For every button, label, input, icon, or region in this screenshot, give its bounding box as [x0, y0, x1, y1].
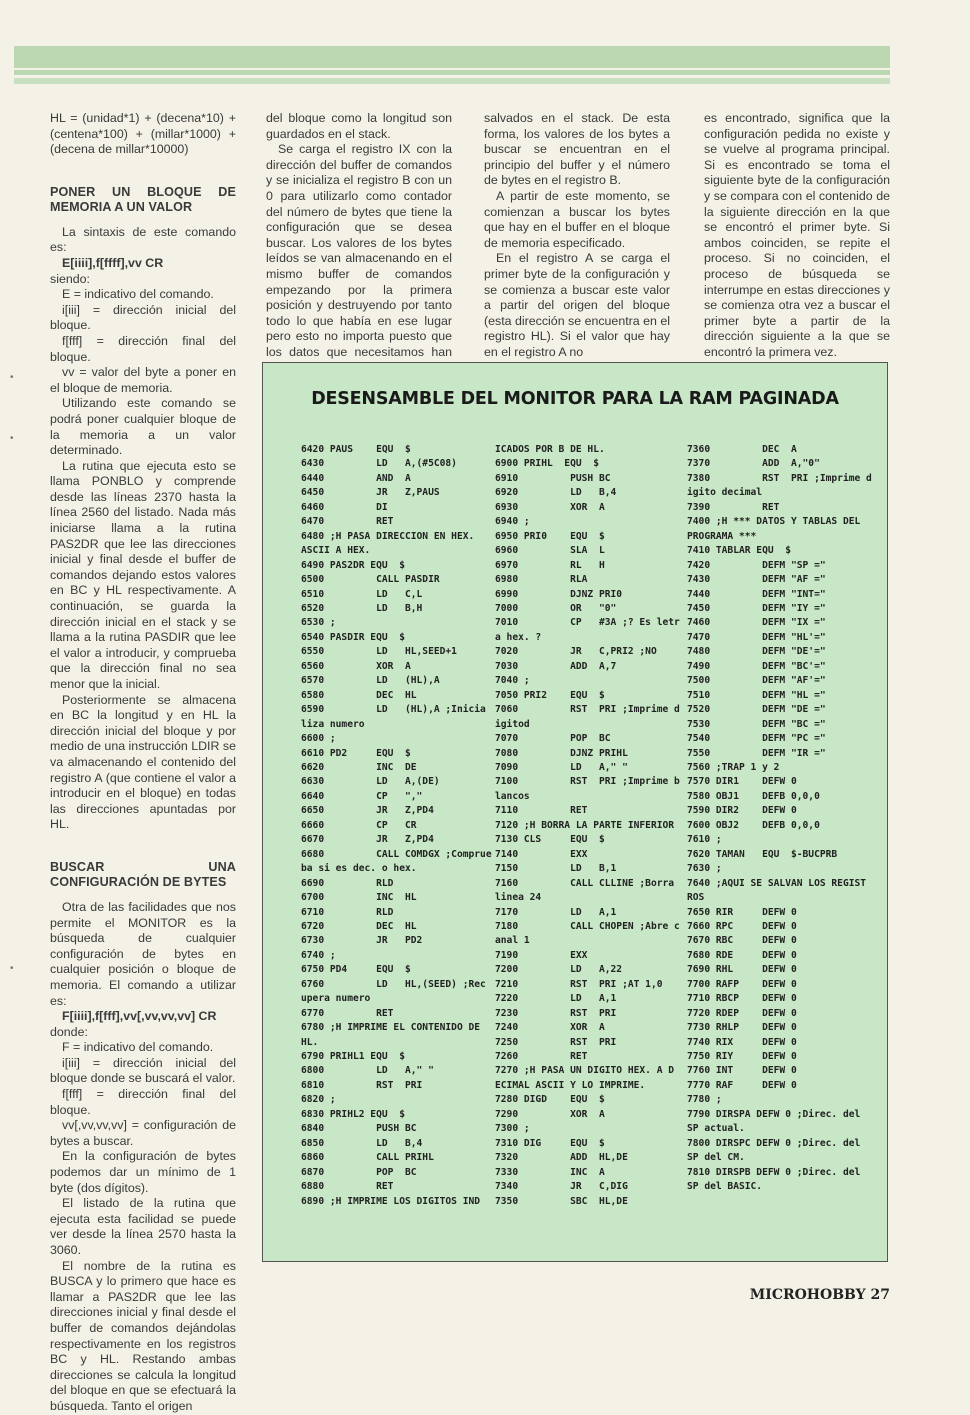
code-line: 7540 DEFM "PC ="	[687, 733, 826, 745]
code-line: 7700 RAFP DEFW 0	[687, 978, 797, 990]
paragraph: En el registro A se carga el primer byte de la configuración y se comienza a buscar este valor a partir del origen del bloque (esta dirección se encuentra en el registro HL). Si el valor que hay en el registro A no	[484, 251, 670, 359]
code-line: 6450 JR Z,PAUS	[301, 487, 440, 499]
code-line: 7420 DEFM "SP ="	[687, 559, 826, 571]
code-line: ba si es dec. o hex.	[301, 863, 417, 875]
code-line: 6680 CALL COMDGX ;Comprue	[301, 848, 492, 860]
code-line: 7350 SBC HL,DE	[495, 1195, 628, 1207]
code-line: 7180 CALL CHOPEN ;Abre c	[495, 920, 680, 932]
code-line: ECIMAL ASCII Y LO IMPRIME.	[495, 1079, 646, 1091]
code-line: 7410 TABLAR EQU $	[687, 545, 791, 557]
code-line: 7450 DEFM "IY ="	[687, 602, 826, 614]
code-line: 7050 PRI2 EQU $	[495, 689, 605, 701]
listing-title: DESENSAMBLE DEL MONITOR PARA LA RAM PAGINADA	[311, 389, 839, 409]
code-line: 6500 CALL PASDIR	[301, 574, 440, 586]
text-column-4	[704, 111, 890, 361]
code-line: ROS	[687, 892, 705, 904]
code-line: 7610 ;	[687, 834, 722, 846]
paragraph: En la configuración de bytes podemos dar un mínimo de 1 byte (dos dígitos).	[50, 1149, 236, 1195]
code-line: 7740 RIX DEFW 0	[687, 1036, 797, 1048]
code-line: 7600 OBJ2 DEFB 0,0,0	[687, 819, 820, 831]
code-line: 7280 DIGD EQU $	[495, 1094, 605, 1106]
paragraph: A partir de este momento, se comienzan a buscar los bytes que hay en el buffer en el bloque de memoria especificado.	[484, 188, 670, 250]
code-line: 7790 DIRSPA DEFW 0 ;Direc. del	[687, 1108, 861, 1120]
code-line: 6620 INC DE	[301, 761, 417, 773]
code-line: lancos	[495, 790, 530, 802]
code-line: 7490 DEFM "BC'="	[687, 660, 826, 672]
code-line: 7460 DEFM "IX ="	[687, 617, 826, 629]
code-line: 7660 RPC DEFW 0	[687, 920, 797, 932]
page-number: 27	[870, 1287, 890, 1303]
code-line: 6650 JR Z,PD4	[301, 805, 434, 817]
code-line: 7260 RET	[495, 1051, 588, 1063]
code-line: 7730 RHLP DEFW 0	[687, 1022, 797, 1034]
code-line: 7290 XOR A	[495, 1108, 605, 1120]
code-line: 7080 DJNZ PRIHL	[495, 747, 628, 759]
code-line: 6580 DEC HL	[301, 689, 417, 701]
code-line: 6560 XOR A	[301, 660, 411, 672]
code-line: 6750 PD4 EQU $	[301, 964, 411, 976]
code-line: 6670 JR Z,PD4	[301, 834, 434, 846]
code-line: 7640 ;AQUI SE SALVAN LOS REGIST	[687, 877, 867, 889]
code-line: 7360 DEC A	[687, 444, 797, 455]
code-line: 7310 DIG EQU $	[495, 1137, 605, 1149]
paragraph: Se carga el registro IX con la dirección del buffer de comandos y se inicializa el registro B con un 0 para utilizarlo como contador del número de bytes que tiene la configuración que se desea buscar. Los valores de los bytes leídos se van almacenando en el mismo buffer de comandos empezando por la primera posición y destruyendo por tanto todo lo que había en ese lugar pero esto no importa puesto que los datos que necesitamos han	[266, 142, 452, 359]
code-line: 6910 PUSH BC	[495, 472, 611, 484]
code-line: 6470 RET	[301, 516, 394, 528]
code-listing-box	[262, 362, 888, 1262]
code-line: 7520 DEFM "DE ="	[687, 704, 826, 716]
code-line: 7690 RHL DEFW 0	[687, 964, 797, 976]
code-line: 6690 RLD	[301, 877, 394, 889]
text-column-2	[266, 111, 452, 376]
code-line: 7770 RAF DEFW 0	[687, 1079, 797, 1091]
code-line: 6940 ;	[495, 516, 530, 528]
paragraph: es encontrado, significa que la configuración pedida no existe y se vuelve al programa principal. Si es encontrado se toma el siguiente byte de la configuración y se compara con el contenido de la siguiente dirección en la que se encontró el primer byte. Si ambos coinciden, se repite el proceso. Si no coinciden, el proceso de búsqueda se interrumpe en estas direcciones y se comienza otra vez a buscar el primer byte a partir de la dirección siguiente a la que se encontró la primera vez.	[704, 111, 890, 359]
code-line: 6850 LD B,4	[301, 1137, 423, 1149]
code-line: 7070 POP BC	[495, 733, 611, 745]
code-line: 6590 LD (HL),A ;Inicia	[301, 704, 486, 716]
definition-item: f[fff] = dirección final del bloque.	[50, 333, 236, 364]
code-line: 7000 OR "0"	[495, 602, 617, 614]
code-line: 6890 ;H IMPRIME LOS DIGITOS IND	[301, 1195, 481, 1207]
code-line: 6720 DEC HL	[301, 920, 417, 932]
code-line: 7110 RET	[495, 805, 588, 817]
code-line: 7240 XOR A	[495, 1022, 605, 1034]
code-line: 7220 LD A,1	[495, 993, 617, 1005]
code-line: 6950 PRI0 EQU $	[495, 530, 605, 542]
code-line: igito decimal	[687, 487, 763, 499]
listing-column-3	[687, 443, 872, 1195]
code-line: 6860 CALL PRIHL	[301, 1152, 434, 1164]
code-line: 7320 ADD HL,DE	[495, 1152, 628, 1164]
code-line: 6490 PAS2DR EQU $	[301, 559, 405, 571]
code-line: 7800 DIRSPC DEFW 0 ;Direc. del	[687, 1137, 861, 1149]
code-line: SP del BASIC.	[687, 1181, 763, 1193]
code-line: 6630 LD A,(DE)	[301, 776, 440, 788]
code-line: 6510 LD C,L	[301, 588, 423, 600]
code-line: 7430 DEFM "AF ="	[687, 574, 826, 586]
code-line: a hex. ?	[495, 631, 542, 643]
definition-item: vv = valor del byte a poner en el bloque de memoria.	[50, 365, 236, 395]
code-line: 6880 RET	[301, 1181, 394, 1193]
code-line: 6840 PUSH BC	[301, 1123, 417, 1135]
code-line: 6900 PRIHL EQU $	[495, 458, 599, 470]
code-line: 7250 RST PRI	[495, 1036, 617, 1048]
section-heading: PONER UN BLOQUE DE MEMORIA A UN VALOR	[50, 184, 236, 214]
paragraph: salvados en el stack. De esta forma, los valores de los bytes a buscar se encuentran en el principio del buffer y el número de bytes en el registro B.	[484, 111, 670, 188]
code-line: 7270 ;H PASA UN DIGITO HEX. A D	[495, 1065, 675, 1077]
code-line: 7720 RDEP DEFW 0	[687, 1007, 797, 1019]
code-line: 6550 LD HL,SEED+1	[301, 646, 457, 658]
code-line: 7650 RIR DEFW 0	[687, 906, 797, 918]
code-line: 6930 XOR A	[495, 501, 605, 513]
listing-column-1	[301, 443, 492, 1209]
paragraph: siendo:	[50, 271, 90, 286]
code-line: SP actual.	[687, 1123, 745, 1135]
code-line: HL.	[301, 1036, 319, 1048]
code-line: 7390 RET	[687, 501, 780, 513]
code-line: 6700 INC HL	[301, 892, 417, 904]
page-footer	[750, 1287, 890, 1303]
code-line: 7750 RIY DEFW 0	[687, 1051, 797, 1063]
code-line: 7530 DEFM "BC ="	[687, 718, 826, 730]
paragraph: La rutina que ejecuta esto se llama PONBLO y comprende desde las líneas 2370 hasta la línea 2560 del listado. Nada más iniciarse llama a la rutina PAS2DR que lee las direcciones inicial y final desde el buffer de comandos dejando estos valores en BC y HL respectivamente. A continuación, se guarda la dirección inicial en el stack y se llama a la rutina PASDIR que lee el valor a introducir, y comprueba que la dirección final no sea menor que la inicial.	[50, 458, 236, 691]
code-line: 7140 EXX	[495, 848, 588, 860]
paragraph: Posteriormente se almacena en BC la longitud y en HL la dirección inicial del bloque y por medio de una instrucción LDIR se va almacenando el contenido del registro A (que contiene el valor a introducir en el bloque) en todas las direcciones apuntadas por HL.	[50, 692, 236, 832]
section-heading: BUSCAR UNA CONFIGURACIÓN DE BYTES	[50, 859, 236, 889]
code-line: 6610 PD2 EQU $	[301, 747, 411, 759]
code-line: 7380 RST PRI ;Imprime d	[687, 472, 872, 484]
code-line: 7780 ;	[687, 1094, 722, 1106]
definition-item: F = indicativo del comando.	[62, 1040, 214, 1055]
code-line: 7400 ;H *** DATOS Y TABLAS DEL	[687, 516, 861, 528]
code-line: 6600 ;	[301, 733, 336, 745]
code-line: ASCII A HEX.	[301, 545, 371, 557]
command-syntax: F[iiii],f[fff],vv[,vv,vv,vv] CR	[62, 1009, 217, 1024]
code-line: 6740 ;	[301, 949, 336, 961]
code-line: 6800 LD A," "	[301, 1065, 434, 1077]
code-line: 7680 RDE DEFW 0	[687, 949, 797, 961]
text-column-3	[484, 111, 670, 361]
code-line: 7100 RST PRI ;Imprime b	[495, 776, 680, 788]
code-line: SP del CM.	[687, 1152, 745, 1164]
code-line: 7590 DIR2 DEFW 0	[687, 805, 797, 817]
code-line: 6990 DJNZ PRI0	[495, 588, 623, 600]
code-line: upera numero	[301, 993, 371, 1005]
code-line: igitod	[495, 718, 530, 730]
code-line: PROGRAMA ***	[687, 530, 757, 542]
paragraph: Utilizando este comando se podrá poner cualquier bloque de la memoria a un valor determinado.	[50, 396, 236, 458]
code-line: 6960 SLA L	[495, 545, 605, 557]
code-line: 7670 RBC DEFW 0	[687, 935, 797, 947]
code-line: 6570 LD (HL),A	[301, 675, 440, 687]
code-line: 6970 RL H	[495, 559, 605, 571]
code-line: 6780 ;H IMPRIME EL CONTENIDO DE	[301, 1022, 481, 1034]
code-line: 7040 ;	[495, 675, 530, 687]
code-line: 7470 DEFM "HL'="	[687, 631, 826, 643]
code-line: 7550 DEFM "IR ="	[687, 747, 826, 759]
paragraph: El nombre de la rutina es BUSCA y lo primero que hace es llamar a PAS2DR que lee las direcciones inicial y final desde el buffer de comandos dejándolas respectivamente en los registros BC y HL. Restando ambas direcciones se calcula la longitud del bloque en que se efectuará la búsqueda. Tanto el origen	[50, 1258, 236, 1413]
code-line: 6640 CP ","	[301, 790, 423, 802]
code-line: 7370 ADD A,"0"	[687, 458, 820, 470]
code-line: 7020 JR C,PRI2 ;NO	[495, 646, 657, 658]
code-line: 7630 ;	[687, 863, 722, 875]
code-line: 7810 DIRSPB DEFW 0 ;Direc. del	[687, 1166, 861, 1178]
code-line: 7330 INC A	[495, 1166, 605, 1178]
binding-mark: •	[10, 963, 14, 974]
code-line: 7300 ;	[495, 1123, 530, 1135]
code-line: 6920 LD B,4	[495, 487, 617, 499]
code-line: 6710 RLD	[301, 906, 394, 918]
magazine-name: MICROHOBBY	[749, 1287, 866, 1303]
code-line: 7190 EXX	[495, 949, 588, 961]
code-line: 7340 JR C,DIG	[495, 1181, 628, 1193]
code-line: 7210 RST PRI ;AT 1,0	[495, 978, 663, 990]
command-syntax: E[iiii],f[ffff],vv CR	[62, 255, 164, 270]
binding-mark: •	[10, 372, 14, 383]
definition-item: i[iii] = dirección inicial del bloque donde se buscará el valor.	[50, 1055, 236, 1086]
definition-item: f[fff] = dirección final del bloque.	[50, 1087, 236, 1117]
code-line: 7500 DEFM "AF'="	[687, 675, 826, 687]
code-line: 6520 LD B,H	[301, 602, 423, 614]
code-line: 6830 PRIHL2 EQU $	[301, 1108, 405, 1120]
header-stripes	[14, 46, 890, 84]
code-line: 7170 LD A,1	[495, 906, 617, 918]
code-line: 7710 RBCP DEFW 0	[687, 993, 797, 1005]
code-line: linea 24	[495, 892, 542, 904]
definition-item: vv[,vv,vv,vv] = configuración de bytes a buscar.	[50, 1118, 236, 1148]
code-line: liza numero	[301, 718, 365, 730]
code-line: 7570 DIR1 DEFW 0	[687, 776, 797, 788]
code-line: 6820 ;	[301, 1094, 336, 1106]
code-line: 6440 AND A	[301, 472, 411, 484]
paragraph: Otra de las facilidades que nos permite el MONITOR es la búsqueda de cualquier configuración de bytes en cualquier posición o bloque de memoria. El comando a utilizar es:	[50, 899, 236, 1008]
text-column-1	[50, 111, 236, 1415]
code-line: 6430 LD A,(#5C08)	[301, 458, 457, 470]
paragraph: del bloque como la longitud son guardados en el stack.	[266, 111, 452, 141]
code-line: 7480 DEFM "DE'="	[687, 646, 826, 658]
definition-item: E = indicativo del comando.	[62, 287, 214, 302]
code-line: 6460 DI	[301, 501, 388, 513]
code-line: ICADOS POR B DE HL.	[495, 444, 605, 455]
code-line: 7200 LD A,22	[495, 964, 623, 976]
code-line: 7090 LD A," "	[495, 761, 628, 773]
listing-column-2	[495, 443, 680, 1209]
code-line: 6810 RST PRI	[301, 1079, 423, 1091]
paragraph: El listado de la rutina que ejecuta esta facilidad se puede ver desde la línea 2570 hasta la 3060.	[50, 1196, 236, 1257]
code-line: 7760 INT DEFW 0	[687, 1065, 797, 1077]
code-line: 7620 TAMAN EQU $-BUCPRB	[687, 848, 838, 860]
code-line: 7010 CP #3A ;? Es letr	[495, 617, 680, 629]
code-line: 6790 PRIHL1 EQU $	[301, 1051, 405, 1063]
code-line: anal 1	[495, 935, 530, 947]
code-line: 6540 PASDIR EQU $	[301, 631, 405, 643]
code-line: 7580 OBJ1 DEFB 0,0,0	[687, 790, 820, 802]
code-line: 7030 ADD A,7	[495, 660, 617, 672]
binding-mark: •	[10, 433, 14, 444]
formula-text: HL = (unidad*1) + (decena*10) + (centena*100) + (millar*1000) + (decena de millar*10000)	[50, 111, 236, 157]
code-line: 7130 CLS EQU $	[495, 834, 605, 846]
code-line: 6980 RLA	[495, 574, 588, 586]
code-line: 7120 ;H BORRA LA PARTE INFERIOR	[495, 819, 675, 831]
code-line: 7160 CALL CLLINE ;Borra	[495, 877, 675, 889]
code-line: 6760 LD HL,(SEED) ;Rec	[301, 978, 486, 990]
definition-item: i[iii] = dirección inicial del bloque.	[50, 302, 236, 333]
code-line: 7150 LD B,1	[495, 863, 617, 875]
code-line: 7060 RST PRI ;Imprime d	[495, 704, 680, 716]
code-line: 6660 CP CR	[301, 819, 417, 831]
paragraph: donde:	[50, 1024, 88, 1039]
code-line: 6730 JR PD2	[301, 935, 423, 947]
code-line: 6870 POP BC	[301, 1166, 417, 1178]
code-line: 7510 DEFM "HL ="	[687, 689, 826, 701]
code-line: 7560 ;TRAP 1 y 2	[687, 761, 780, 773]
code-line: 7440 DEFM "INT="	[687, 588, 826, 600]
paragraph: La sintaxis de este comando es:	[50, 224, 236, 255]
code-line: 7230 RST PRI	[495, 1007, 617, 1019]
code-line: 6770 RET	[301, 1007, 394, 1019]
code-line: 6530 ;	[301, 617, 336, 629]
code-line: 6420 PAUS EQU $	[301, 444, 411, 455]
code-line: 6480 ;H PASA DIRECCION EN HEX.	[301, 530, 475, 542]
